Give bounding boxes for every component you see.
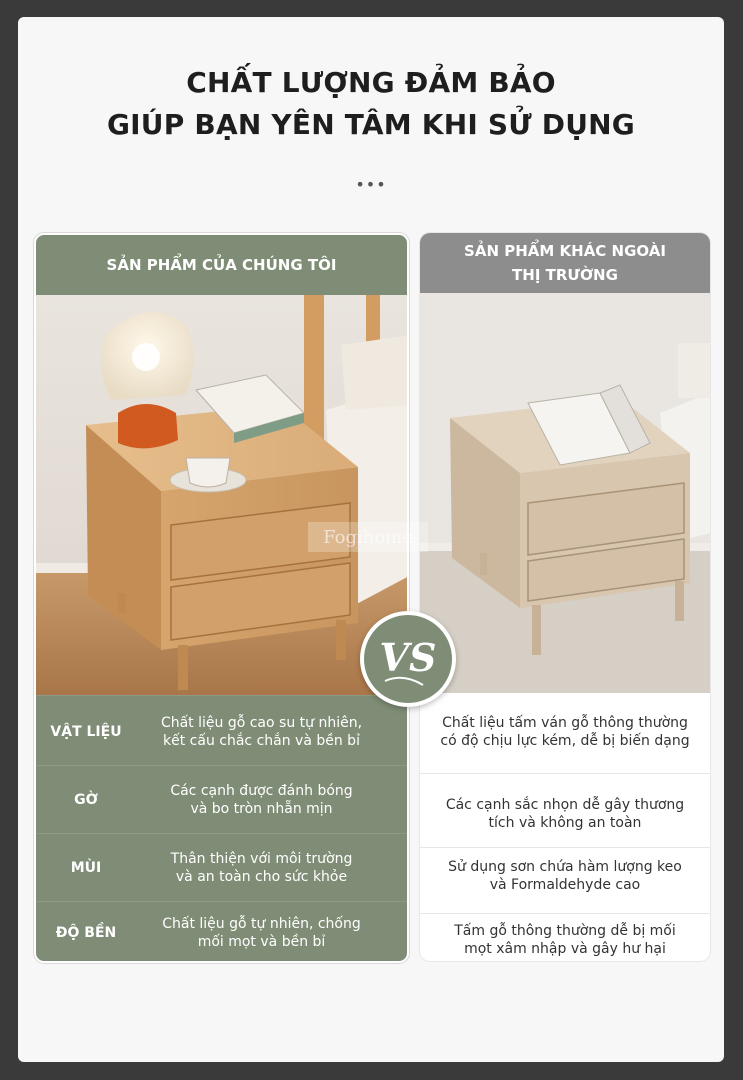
row-text-line: mối mọt và bền bỉ xyxy=(197,934,326,950)
row-text-line: Sử dụng sơn chứa hàm lượng keo xyxy=(448,859,682,875)
title-line-1: CHẤT LƯỢNG ĐẢM BẢO xyxy=(186,66,556,99)
page-title xyxy=(18,62,724,146)
row-divider xyxy=(36,695,407,696)
row-text-smell xyxy=(136,850,407,886)
row-text-line: Chất liệu gỗ cao su tự nhiên, xyxy=(160,715,363,731)
row-text-line: kết cấu chắc chắn và bền bỉ xyxy=(163,733,360,749)
our-row-edge xyxy=(36,767,407,833)
row-text-edge xyxy=(136,782,407,818)
watermark-logo: Fogihome xyxy=(308,522,428,552)
row-text-line: có độ chịu lực kém, dễ bị biến dạng xyxy=(440,733,690,749)
row-text-line: Chất liệu gỗ tự nhiên, chống xyxy=(162,916,361,932)
row-divider xyxy=(420,773,710,774)
header-line: THỊ TRƯỜNG xyxy=(512,266,618,284)
other-nightstand-illustration xyxy=(420,293,710,693)
row-divider xyxy=(36,765,407,766)
row-text-line: và an toàn cho sức khỏe xyxy=(175,869,348,885)
row-text-line: Các cạnh sắc nhọn dễ gây thương xyxy=(445,797,685,813)
row-text-material xyxy=(136,714,407,750)
comparison-card xyxy=(18,17,724,1062)
vs-icon xyxy=(373,629,443,689)
other-product-header xyxy=(420,233,710,293)
row-text-line: tích và không an toàn xyxy=(488,815,642,831)
row-label-material: VẬT LIỆU xyxy=(50,724,122,740)
our-row-durability xyxy=(36,900,407,963)
other-product-column xyxy=(420,233,710,961)
row-text-line: Thân thiện với môi trường xyxy=(170,851,353,867)
other-product-photo xyxy=(420,293,710,693)
row-label-smell: MÙI xyxy=(70,860,102,876)
our-row-smell xyxy=(36,835,407,901)
our-product-header: SẢN PHẨM CỦA CHÚNG TÔI xyxy=(106,256,337,274)
our-product-photo xyxy=(36,295,407,695)
row-text-line: Các cạnh được đánh bóng xyxy=(170,783,353,799)
our-row-material xyxy=(36,699,407,765)
row-text-line: Tấm gỗ thông thường dễ bị mối xyxy=(454,923,676,939)
other-row-durability xyxy=(420,907,710,961)
row-text-durability xyxy=(136,915,407,951)
title-line-2: GIÚP BẠN YÊN TÂM KHI SỬ DỤNG xyxy=(107,108,635,141)
header-line: SẢN PHẨM KHÁC NGOÀI xyxy=(464,242,666,260)
row-label-edge: GỜ xyxy=(74,792,98,808)
row-label-durability: ĐỘ BỀN xyxy=(55,925,117,941)
row-text-line: và Formaldehyde cao xyxy=(489,877,641,893)
row-text-line: Chất liệu tấm ván gỗ thông thường xyxy=(442,715,688,731)
our-product-column xyxy=(34,233,409,963)
vs-text: VS xyxy=(379,635,437,680)
other-row-smell xyxy=(420,843,710,909)
other-row-material xyxy=(420,699,710,765)
nightstand-photo-illustration xyxy=(36,295,409,695)
row-divider xyxy=(36,833,407,834)
row-text-line: và bo tròn nhẵn mịn xyxy=(190,801,333,817)
row-text-line: mọt xâm nhập và gây hư hại xyxy=(464,941,666,957)
vs-badge xyxy=(360,611,456,707)
other-row-edge xyxy=(420,781,710,847)
dots-divider: ••• xyxy=(355,175,387,194)
